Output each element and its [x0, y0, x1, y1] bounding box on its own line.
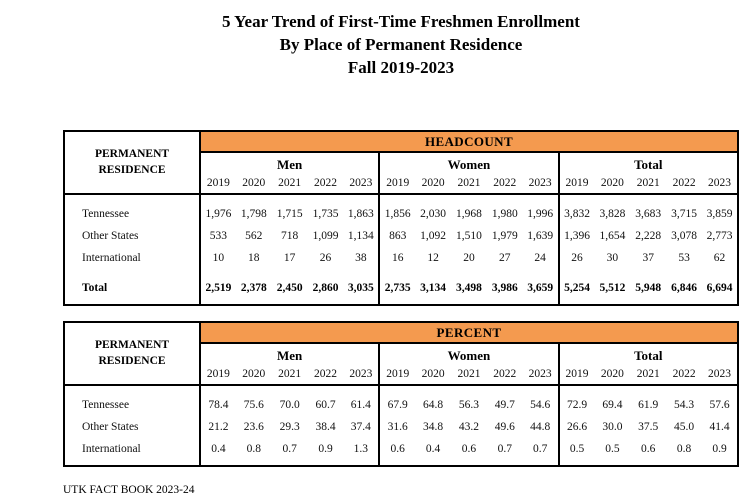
cell: 5,512	[599, 282, 626, 294]
table-row	[64, 247, 738, 269]
cell: 0.7	[497, 443, 512, 455]
year-header: 2020	[594, 364, 630, 385]
cell: 3,498	[456, 282, 482, 294]
year-header: 2021	[272, 173, 308, 194]
year-header: 2023	[702, 173, 738, 194]
cell: 0.9	[318, 443, 333, 455]
cell: 16	[379, 247, 415, 269]
cell: 2,860	[312, 282, 339, 294]
cell: 533	[200, 225, 236, 247]
cell: 0.7	[532, 443, 548, 455]
percent-table	[63, 321, 739, 467]
cell: 3,986	[491, 282, 518, 294]
cell: 3,828	[599, 208, 626, 220]
spacer-row	[64, 269, 738, 277]
cell: 1,976	[200, 194, 236, 225]
cell: 5,948	[635, 282, 662, 294]
cell: 69.4	[602, 399, 623, 411]
cell: 1,134	[347, 230, 374, 242]
cell: 23.6	[243, 421, 264, 433]
spacer-row	[64, 460, 738, 466]
cell: 1,639	[527, 230, 554, 242]
cell: 37.5	[638, 421, 659, 433]
cell: 6,694	[706, 282, 733, 294]
year-header: 2022	[666, 173, 702, 194]
group-women: Women	[379, 152, 558, 173]
group-total: Total	[559, 152, 738, 173]
cell: 1,996	[527, 208, 554, 220]
cell: 37	[642, 252, 654, 264]
cell: 29.3	[279, 421, 300, 433]
row-label: Other States	[82, 230, 139, 242]
year-header: 2021	[630, 364, 666, 385]
cell: 0.8	[676, 443, 692, 455]
cell: 49.6	[494, 421, 515, 433]
headcount-table	[63, 130, 739, 306]
cell: 53	[678, 252, 690, 264]
cell: 3,859	[706, 208, 733, 220]
cell: 61.9	[638, 399, 659, 411]
year-header: 2019	[379, 173, 415, 194]
cell: 1,735	[312, 208, 339, 220]
cell: 62	[713, 252, 726, 264]
year-header: 2020	[415, 173, 451, 194]
corner-header-label: PERMANENT RESIDENCE	[94, 338, 170, 367]
row-label: International	[82, 443, 141, 455]
cell: 26.6	[559, 416, 595, 438]
cell: 21.2	[200, 416, 236, 438]
cell: 718	[281, 230, 299, 242]
cell: 3,683	[635, 208, 662, 220]
year-header: 2020	[236, 364, 272, 385]
table-row	[64, 225, 738, 247]
cell: 1,980	[491, 208, 518, 220]
year-header: 2021	[451, 173, 487, 194]
corner-header-label: PERMANENT RESIDENCE	[94, 147, 170, 176]
year-header: 2019	[379, 364, 415, 385]
footer-text: UTK FACT BOOK 2023-24	[63, 484, 195, 496]
year-header: 2023	[523, 173, 559, 194]
cell: 3,035	[347, 282, 374, 294]
cell: 24	[534, 252, 546, 264]
year-header: 2023	[523, 364, 559, 385]
cell: 2,735	[379, 277, 415, 299]
cell: 45.0	[674, 421, 695, 433]
row-label: Tennessee	[82, 399, 130, 411]
cell: 38.4	[315, 421, 336, 433]
cell: 1,715	[276, 208, 303, 220]
group-total: Total	[559, 343, 738, 364]
year-header: 2020	[236, 173, 272, 194]
headcount-band: HEADCOUNT	[200, 131, 738, 152]
year-header: 2019	[200, 173, 236, 194]
year-header: 2019	[559, 173, 595, 194]
cell: 12	[427, 252, 439, 264]
cell: 20	[463, 252, 475, 264]
cell: 0.5	[605, 443, 620, 455]
year-header: 2020	[415, 364, 451, 385]
cell: 30	[606, 252, 619, 264]
cell: 44.8	[530, 421, 551, 433]
cell: 2,030	[420, 208, 447, 220]
cell: 60.7	[315, 399, 336, 411]
cell: 3,134	[420, 282, 447, 294]
year-header: 2020	[594, 173, 630, 194]
cell: 37.4	[350, 421, 371, 433]
cell: 1,654	[599, 230, 626, 242]
cell: 0.6	[641, 443, 656, 455]
cell: 2,773	[706, 230, 733, 242]
cell: 1,863	[347, 208, 374, 220]
cell: 34.8	[423, 421, 444, 433]
year-header: 2022	[308, 173, 344, 194]
cell: 26	[559, 247, 595, 269]
cell: 31.6	[379, 416, 415, 438]
cell: 2,519	[200, 277, 236, 299]
cell: 0.9	[712, 443, 727, 455]
table-row	[64, 416, 738, 438]
cell: 54.3	[674, 399, 695, 411]
cell: 26	[319, 252, 332, 264]
cell: 0.6	[461, 443, 477, 455]
cell: 3,078	[671, 230, 698, 242]
year-header: 2023	[702, 364, 738, 385]
group-men: Men	[200, 343, 379, 364]
cell: 3,715	[671, 208, 698, 220]
cell: 0.8	[246, 443, 261, 455]
cell: 1,979	[491, 230, 518, 242]
cell: 38	[355, 252, 367, 264]
row-label: International	[82, 252, 141, 264]
cell: 562	[245, 230, 263, 242]
cell: 18	[248, 252, 260, 264]
title-line-2: By Place of Permanent Residence	[279, 35, 523, 54]
cell: 49.7	[494, 399, 515, 411]
cell: 0.4	[425, 443, 441, 455]
year-header: 2019	[200, 364, 236, 385]
cell: 1,798	[240, 208, 267, 220]
row-label: Total	[82, 282, 108, 294]
year-header: 2019	[559, 364, 595, 385]
cell: 56.3	[458, 399, 479, 411]
cell: 1.3	[353, 443, 369, 455]
cell: 1,510	[456, 230, 482, 242]
title-line-1: 5 Year Trend of First-Time Freshmen Enrollment	[222, 12, 580, 31]
cell: 0.7	[282, 443, 297, 455]
page	[63, 0, 739, 496]
cell: 1,856	[379, 194, 415, 225]
row-label: Tennessee	[82, 208, 130, 220]
cell: 17	[283, 252, 296, 264]
cell: 78.4	[200, 385, 236, 416]
spacer-row	[64, 299, 738, 305]
cell: 2,228	[635, 230, 662, 242]
cell: 0.4	[200, 438, 236, 460]
cell: 1,396	[559, 225, 595, 247]
cell: 3,832	[559, 194, 595, 225]
percent-band: PERCENT	[200, 322, 738, 343]
corner-header	[64, 322, 200, 385]
group-women: Women	[379, 343, 558, 364]
cell: 43.2	[458, 421, 479, 433]
cell: 2,378	[240, 282, 267, 294]
table-row-total	[64, 277, 738, 299]
cell: 70.0	[279, 399, 300, 411]
year-header: 2023	[343, 173, 379, 194]
cell: 27	[499, 252, 511, 264]
year-header: 2023	[343, 364, 379, 385]
cell: 54.6	[530, 399, 551, 411]
cell: 57.6	[709, 399, 730, 411]
cell: 5,254	[559, 277, 595, 299]
cell: 72.9	[559, 385, 595, 416]
cell: 75.6	[243, 399, 264, 411]
band-row	[64, 322, 738, 343]
group-men: Men	[200, 152, 379, 173]
year-header: 2022	[487, 173, 523, 194]
table-row	[64, 385, 738, 416]
cell: 67.9	[379, 385, 415, 416]
cell: 10	[200, 247, 236, 269]
cell: 61.4	[350, 399, 371, 411]
cell: 3,659	[527, 282, 554, 294]
cell: 0.5	[559, 438, 595, 460]
row-label: Other States	[82, 421, 139, 433]
year-header: 2022	[487, 364, 523, 385]
year-header: 2022	[308, 364, 344, 385]
cell: 1,968	[456, 208, 482, 220]
year-header: 2021	[272, 364, 308, 385]
cell: 30.0	[602, 421, 623, 433]
cell: 863	[379, 225, 415, 247]
band-row	[64, 131, 738, 152]
cell: 0.6	[379, 438, 415, 460]
table-row	[64, 194, 738, 225]
year-header: 2021	[451, 364, 487, 385]
cell: 64.8	[423, 399, 444, 411]
year-header: 2021	[630, 173, 666, 194]
title-line-3: Fall 2019-2023	[347, 58, 455, 77]
cell: 1,099	[312, 230, 339, 242]
cell: 1,092	[420, 230, 447, 242]
table-row	[64, 438, 738, 460]
cell: 6,846	[671, 282, 698, 294]
cell: 2,450	[276, 282, 303, 294]
page-title	[63, 0, 739, 79]
cell: 41.4	[709, 421, 730, 433]
year-header: 2022	[666, 364, 702, 385]
corner-header	[64, 131, 200, 194]
